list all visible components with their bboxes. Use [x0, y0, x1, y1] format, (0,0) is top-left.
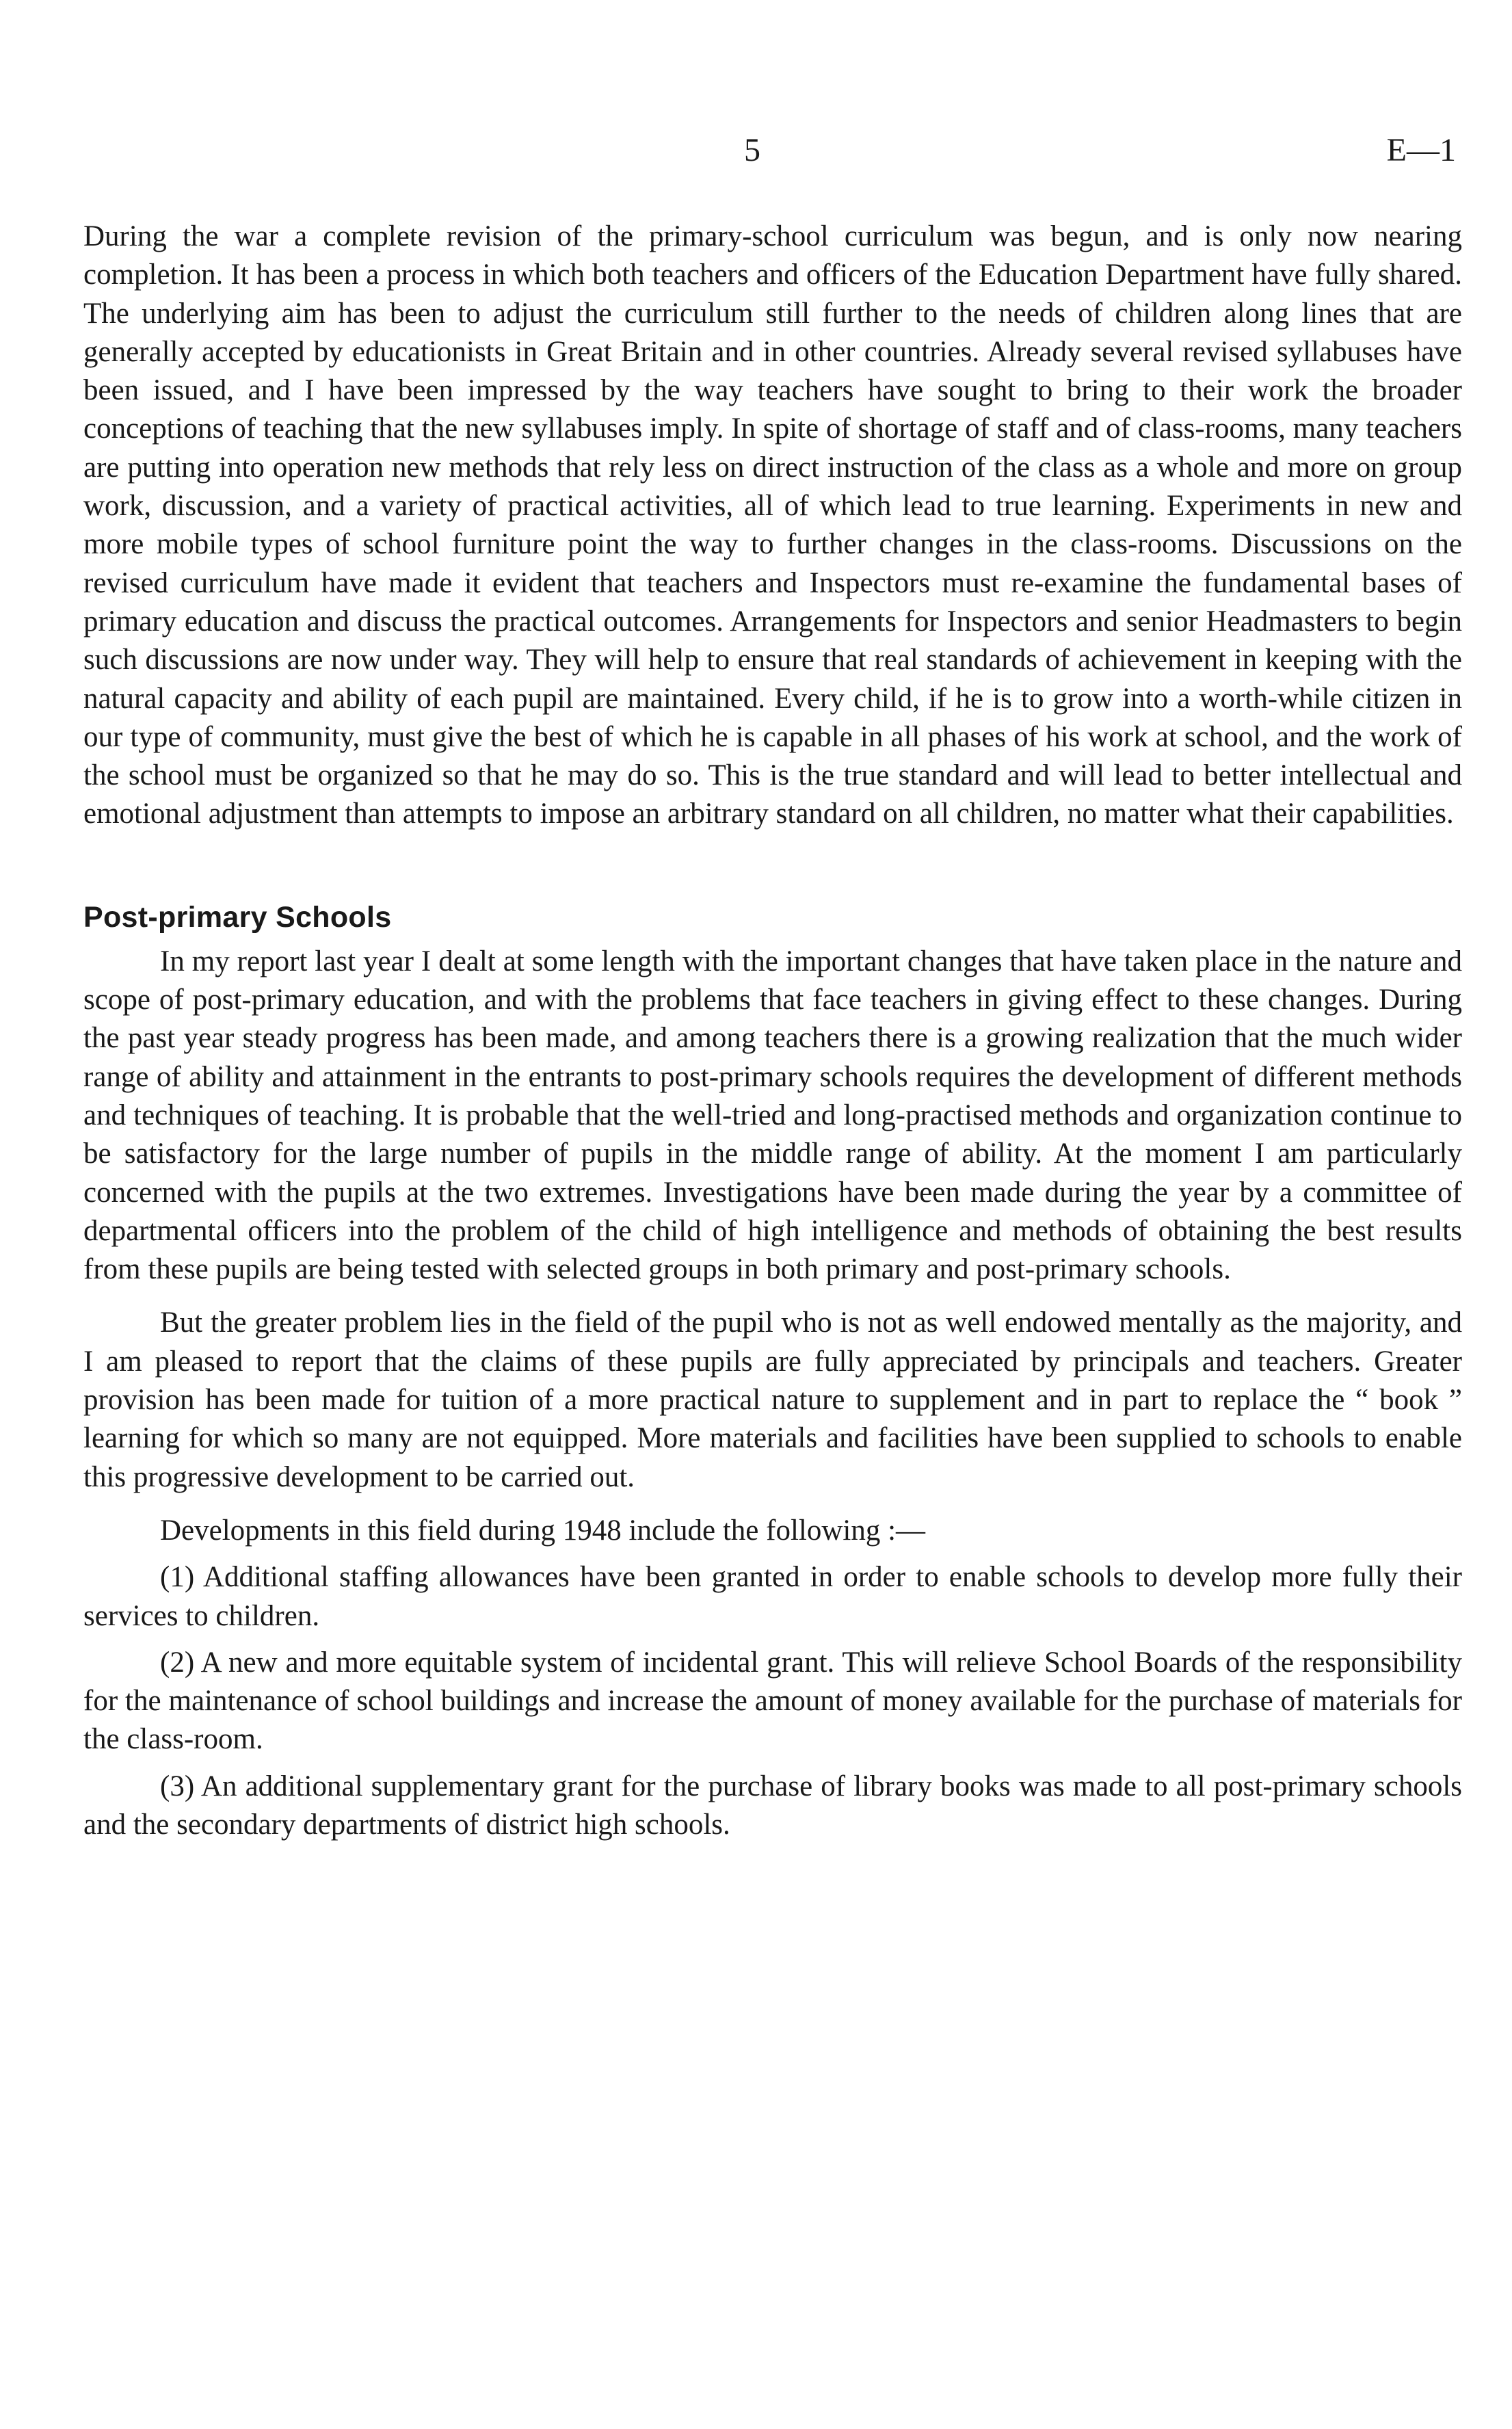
post-primary-paragraph-1: In my report last year I dealt at some length with the important changes that have taken place in the nature and scope of post-primary education, and with the problems that face teachers in giving effect to these changes. During the past year steady progress has been made, and among teachers there is a growing realization that the much wider range of ability and attainment in the entrants to post-primary schools requires the development of different methods and techniques of teaching. It is probable that the well-tried and long-practised methods and organization continue to be satisfactory for the large number of pupils in the middle range of ability. At the moment I am particularly concerned with the pupils at the two extremes. Investigations have been made during the year by a committee of departmental officers into the problem of the child of high intelligence and methods of obtaining the best results from these pupils are being tested with selected groups in both primary and post-primary schools.	[83, 945, 1462, 1286]
section-heading-post-primary: Post-primary Schools	[83, 900, 392, 934]
post-primary-paragraph-3: Developments in this field during 1948 include the following :—	[160, 1514, 926, 1547]
list-item-2: (2) A new and more equitable system of incidental grant. This will relieve School Boards of the responsibility for the maintenance of school buildings and increase the amount of money available for the purchase of materials for the class-room.	[83, 1646, 1462, 1756]
body-text	[83, 218, 1462, 1844]
list-item-1: (1) Additional staffing allowances have been granted in order to enable schools to develop more fully their services to children.	[83, 1561, 1462, 1632]
intro-paragraph: During the war a complete revision of the primary-school curriculum was begun, and is only now nearing completion. It has been a process in which both teachers and officers of the Education Department have fully shared. The underlying aim has been to adjust the curriculum still further to the needs of children along lines that are generally accepted by educationists in Great Britain and in other countries. Already several revised syllabuses have been issued, and I have been impressed by the way teachers have sought to bring to their work the broader conceptions of teaching that the new syllabuses imply. In spite of shortage of staff and of class-rooms, many teachers are putting into operation new methods that rely less on direct instruction of the class as a whole and more on group work, discussion, and a variety of practical activities, all of which lead to true learning. Experiments in new and more mobile types of school furniture point the way to further changes in the class-rooms. Discussions on the revised curriculum have made it evident that teachers and Inspectors must re-examine the fundamental bases of primary education and discuss the practical outcomes. Arrangements for Inspectors and senior Headmasters to begin such discussions are now under way. They will help to ensure that real standards of achievement in keeping with the natural capacity and ability of each pupil are maintained. Every child, if he is to grow into a worth-while citizen in our type of community, must give the best of which he is capable in all phases of his work at school, and the work of the school must be organized so that he may do so. This is the true standard and will lead to better intellectual and emotional adjustment than attempts to impose an arbitrary standard on all children, no matter what their capabilities.	[83, 220, 1462, 830]
page-number: 5	[744, 132, 760, 168]
list-item-3: (3) An additional supplementary grant for the purchase of library books was made to all post-primary schools and the secondary departments of district high schools.	[83, 1770, 1462, 1841]
post-primary-paragraph-2: But the greater problem lies in the field of the pupil who is not as well endowed mentally as the majority, and I am pleased to report that the claims of these pupils are fully appreciated by principals and teachers. Greater provision has been made for tuition of a more practical nature to supplement and in part to replace the “ book ” learning for which so many are not equipped. More materials and facilities have been supplied to schools to enable this progressive development to be carried out.	[83, 1307, 1462, 1493]
document-reference: E—1	[1386, 132, 1456, 168]
